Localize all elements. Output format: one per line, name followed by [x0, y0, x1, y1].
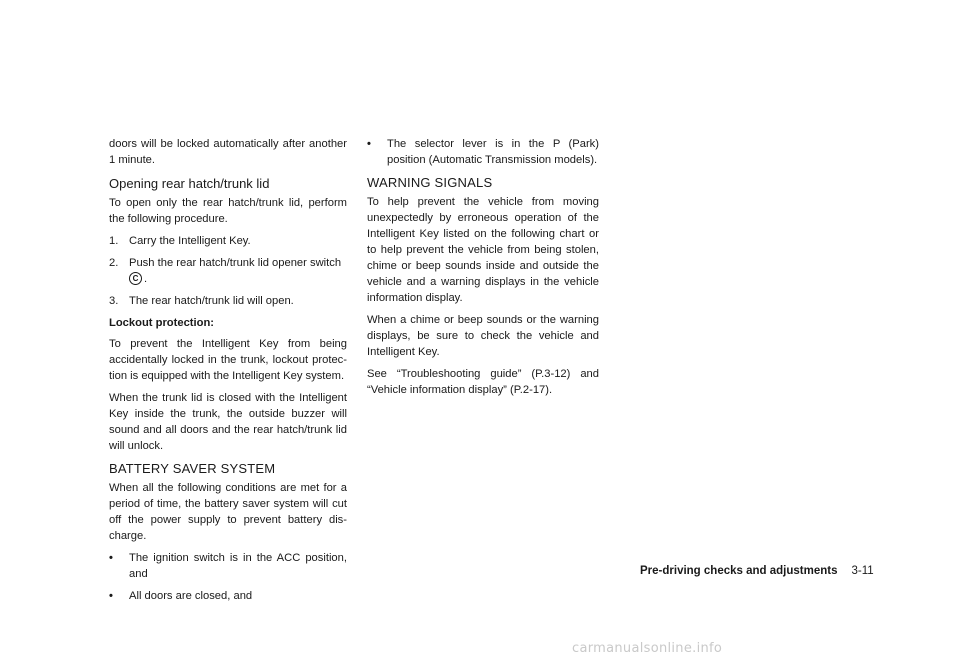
warning-paragraph-1: To help prevent the vehicle from moving unexpectedly by erroneous operation of the Intelligent Key listed on the following chart or to help prevent the vehicle from being stolen, chime or beep sounds inside and outside the vehicle and a warning displays in the vehicle information display. — [367, 196, 599, 304]
heading-warning-signals: WARNING SIGNALS — [367, 175, 493, 190]
right-column — [367, 136, 599, 404]
step-2 — [109, 255, 347, 287]
step-2-end: . — [144, 273, 148, 285]
watermark: carmanualsonline.info — [572, 641, 723, 656]
footer-page-number: 3-11 — [851, 565, 874, 577]
warning-paragraph-3: See “Troubleshooting guide” (P.3-12) and “Vehicle information display” (P.2-17). — [367, 368, 599, 396]
bullet-icon: • — [367, 138, 371, 150]
bullet-item-doors — [109, 588, 347, 604]
step-1-text: Carry the Intelligent Key. — [129, 235, 251, 247]
bullet-text-selector: The selector lever is in the P (Park) position (Automatic Transmission models). — [387, 138, 599, 166]
heading-opening-rear-hatch: Opening rear hatch/trunk lid — [109, 176, 270, 191]
lockout-protection-label: Lockout protection: — [109, 317, 215, 329]
step-1-number: 1. — [109, 235, 119, 247]
callout-c-icon: C — [129, 272, 142, 285]
page-footer — [640, 565, 874, 577]
bullet-text-ignition: The ignition switch is in the ACC position, and — [129, 552, 347, 580]
warning-paragraph-2: When a chime or beep sounds or the warning displays, be sure to check the vehicle and Intelligent Key. — [367, 314, 599, 358]
bullet-item-selector — [367, 136, 599, 168]
step-3 — [109, 293, 347, 309]
lockout-paragraph-1: To prevent the Intelligent Key from being accidentally locked in the trunk, lockout protec- tion is equipped with the Intelligent Key system. — [109, 338, 347, 382]
lockout-paragraph-2: When the trunk lid is closed with the Intelligent Key inside the trunk, the outside buzzer will sound and all doors and the rear hatch/trunk lid will unlock. — [109, 392, 347, 452]
opening-paragraph: To open only the rear hatch/trunk lid, perform the following procedure. — [109, 197, 347, 225]
step-1 — [109, 233, 347, 249]
bullet-item-ignition — [109, 550, 347, 582]
step-2-number: 2. — [109, 257, 119, 269]
footer-section-title: Pre-driving checks and adjustments — [640, 565, 838, 577]
battery-paragraph: When all the following conditions are met for a period of time, the battery saver system will cut off the power supply to prevent battery dis- charge. — [109, 482, 347, 542]
heading-battery-saver: BATTERY SAVER SYSTEM — [109, 461, 276, 476]
intro-paragraph: doors will be locked automatically after another 1 minute. — [109, 138, 347, 166]
left-column — [109, 136, 347, 610]
bullet-text-doors: All doors are closed, and — [129, 590, 253, 602]
step-3-text: The rear hatch/trunk lid will open. — [129, 295, 294, 307]
step-3-number: 3. — [109, 295, 119, 307]
bullet-icon: • — [109, 590, 113, 602]
step-2-text: Push the rear hatch/trunk lid opener switch — [129, 257, 342, 269]
bullet-icon: • — [109, 552, 113, 564]
step-2-body — [129, 255, 347, 287]
